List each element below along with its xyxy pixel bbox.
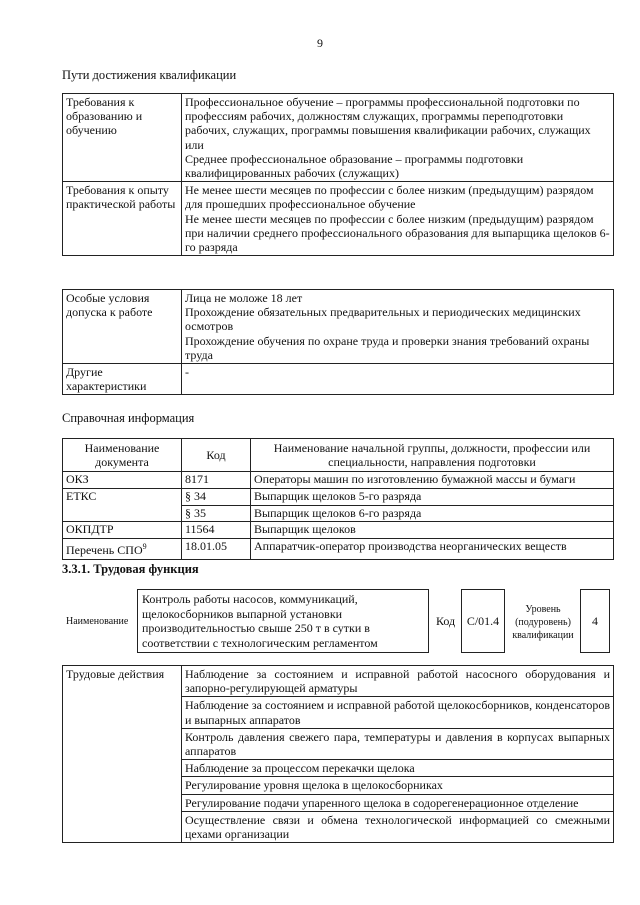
table-row bbox=[63, 182, 614, 256]
row-label: Другие характеристики bbox=[63, 364, 182, 395]
action-item: Регулирование подачи упаренного щелока в содорегенерационное отделение bbox=[182, 794, 614, 811]
row-label: Требования к опыту практической работы bbox=[63, 182, 182, 256]
value-line: Прохождение обязательных предварительных и периодических медицинских осмотров bbox=[185, 305, 581, 334]
table-row bbox=[63, 539, 614, 560]
value-line: или bbox=[185, 137, 204, 152]
code-cell: § 35 bbox=[182, 505, 251, 522]
title-cell: Выпарщик щелоков 5-го разряда bbox=[251, 488, 614, 505]
title-cell: Выпарщик щелоков 6-го разряда bbox=[251, 505, 614, 522]
code-cell: 11564 bbox=[182, 522, 251, 539]
title-cell: Аппаратчик-оператор производства неорганических веществ bbox=[251, 539, 614, 560]
doc-name: Перечень СПО bbox=[66, 543, 143, 558]
row-label: Требования к образованию и обучению bbox=[63, 94, 182, 182]
action-item: Осуществление связи и обмена технологической информацией со смежными цехами организации bbox=[182, 811, 614, 842]
code-cell: 8171 bbox=[182, 472, 251, 489]
function-name-box: Контроль работы насосов, коммуникаций, щелокосборников выпарной установки производительностью свыше 250 т в сутки в соответствии с технологическим регламентом bbox=[137, 589, 429, 653]
name-label: Наименование bbox=[66, 616, 129, 627]
qualification-table bbox=[62, 93, 614, 256]
table-row bbox=[63, 488, 614, 505]
function-code-box: C/01.4 bbox=[461, 589, 505, 653]
action-item: Регулирование уровня щелока в щелокосборниках bbox=[182, 777, 614, 794]
code-label: Код bbox=[436, 614, 456, 628]
doc-cell: ОКПДТР bbox=[63, 522, 182, 539]
action-item: Наблюдение за процессом перекачки щелока bbox=[182, 760, 614, 777]
doc-cell bbox=[63, 539, 182, 560]
doc-cell: ЕТКС bbox=[63, 488, 182, 522]
row-value: - bbox=[182, 364, 614, 395]
doc-cell: ОКЗ bbox=[63, 472, 182, 489]
table-row bbox=[63, 290, 614, 364]
action-item: Наблюдение за состоянием и исправной работой насосного оборудования и запорно-регулирующей арматуры bbox=[182, 666, 614, 697]
action-item: Контроль давления свежего пара, температуры и давления в корпусах выпарных аппаратов bbox=[182, 728, 614, 759]
row-value bbox=[182, 94, 614, 182]
value-line: Не менее шести месяцев по профессии с более низким (предыдущим) разрядом при наличии среднего профессионального образования для выпарщика щелоков 6-го разряда bbox=[185, 211, 610, 255]
column-header: Наименование начальной группы, должности, профессии или специальности, направления подготовки bbox=[251, 439, 614, 472]
value-line: Не менее шести месяцев по профессии с более низким (предыдущим) разрядом для прошедших профессиональное обучение bbox=[185, 183, 594, 212]
table-row bbox=[63, 364, 614, 395]
title-cell: Операторы машин по изготовлению бумажной массы и бумаги bbox=[251, 472, 614, 489]
row-value bbox=[182, 290, 614, 364]
column-header: Код bbox=[182, 439, 251, 472]
value-line: Лица не моложе 18 лет bbox=[185, 291, 303, 305]
row-label: Особые условия допуска к работе bbox=[63, 290, 182, 364]
table-row bbox=[63, 666, 614, 697]
reference-heading: Справочная информация bbox=[62, 411, 195, 425]
qualification-heading: Пути достижения квалификации bbox=[62, 68, 237, 82]
value-line: Профессиональное обучение – программы профессиональной подготовки по профессиям рабочих, должностям служащих, программы переподготовки рабочих, служащих, программы повышения квалификации рабочих, служащих bbox=[185, 95, 591, 138]
value-line: Прохождение обучения по охране труда и проверки знания требований охраны труда bbox=[185, 333, 590, 362]
action-item: Наблюдение за состоянием и исправной работой щелокосборников, конденсаторов и выпарных аппаратов bbox=[182, 697, 614, 728]
code-cell: 18.01.05 bbox=[182, 539, 251, 560]
column-header: Наименование документа bbox=[63, 439, 182, 472]
row-value bbox=[182, 182, 614, 256]
footnote-mark: 9 bbox=[142, 542, 147, 552]
reference-table bbox=[62, 438, 614, 560]
page-number: 9 bbox=[317, 36, 323, 50]
table-row bbox=[63, 94, 614, 182]
table-row bbox=[63, 522, 614, 539]
code-cell: § 34 bbox=[182, 488, 251, 505]
actions-table bbox=[62, 665, 614, 843]
level-label: Уровень (подуровень) квалификации bbox=[512, 604, 574, 641]
conditions-table bbox=[62, 289, 614, 395]
table-header-row bbox=[63, 439, 614, 472]
value-line: Среднее профессиональное образование – программы подготовки квалифицированных рабочих (служащих) bbox=[185, 151, 524, 181]
row-label: Трудовые действия bbox=[63, 666, 182, 843]
function-level-box: 4 bbox=[580, 589, 610, 653]
table-row bbox=[63, 472, 614, 489]
function-heading: 3.3.1. Трудовая функция bbox=[62, 562, 199, 576]
title-cell: Выпарщик щелоков bbox=[251, 522, 614, 539]
